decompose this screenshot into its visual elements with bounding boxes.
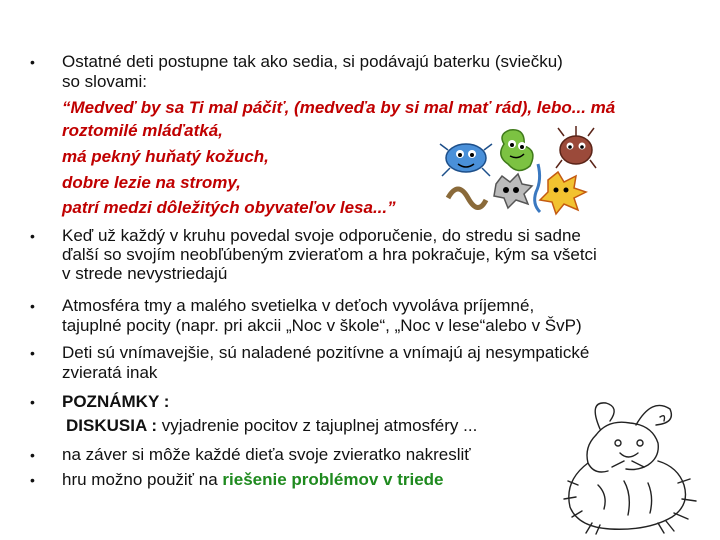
bullet-marker: • [30,394,35,410]
brown-microbe [556,126,596,168]
bullet-marker: • [30,447,35,463]
notes-label: POZNÁMKY : [62,392,170,411]
discussion-text: vyjadrenie pocitov z tajuplnej atmosféry ... [157,416,478,435]
bullet-marker: • [30,298,35,314]
bullet-4-line-2: zvieratá inak [62,363,158,382]
quote-line-3: má pekný huňatý kožuch, [62,147,269,166]
bullet-marker: • [30,228,35,244]
quote-line-2: roztomilé mláďatká, [62,121,223,140]
bullet-7-text: hru možno použiť na [62,470,223,489]
worm-microbe [448,189,486,208]
discussion-line [66,416,477,436]
gray-microbe [494,174,532,208]
bullet-3-line-2: tajuplné pocity (napr. pri akcii „Noc v škole“, „Noc v lese“alebo v ŠvP) [62,316,582,335]
microbes-illustration [438,120,608,220]
quote-line-4: dobre lezie na stromy, [62,173,241,192]
discussion-label: DISKUSIA : [66,416,157,435]
rat-illustration [548,395,713,535]
bullet-1-line-2: so slovami: [62,72,148,91]
bullet-marker: • [30,345,35,361]
bullet-1-line-1: Ostatné deti postupne tak ako sedia, si podávajú baterku (sviečku) [62,52,563,71]
bullet-2-line-1: Keď už každý v kruhu povedal svoje odporučenie, do stredu si sadne [62,226,581,245]
bullet-7-line [62,470,444,490]
quote-line-5: patrí medzi dôležitých obyvateľov lesa...” [62,198,396,217]
bullet-6-line-1: na záver si môže každé dieťa svoje zvieratko nakresliť [62,445,471,464]
green-microbe [501,130,533,171]
bullet-2-line-3: v strede nevystriedajú [62,264,228,283]
blue-microbe [440,144,492,176]
yellow-microbe [540,172,586,214]
bullet-marker: • [30,54,35,70]
blue-worm-microbe [535,164,540,212]
bullet-7-highlight: riešenie problémov v triede [222,470,444,489]
quote-line-1: “Medveď by sa Ti mal páčiť, (medveďa by si mal mať rád), lebo... má [62,98,616,117]
bullet-marker: • [30,472,35,488]
bullet-3-line-1: Atmosféra tmy a malého svetielka v deťoch vyvoláva príjemné, [62,296,535,315]
bullet-2-line-2: ďalší so svojím neobľúbeným zvieraťom a hra pokračuje, kým sa všetci [62,245,597,264]
bullet-4-line-1: Deti sú vnímavejšie, sú naladené pozitívne a vnímajú aj nesympatické [62,343,590,362]
